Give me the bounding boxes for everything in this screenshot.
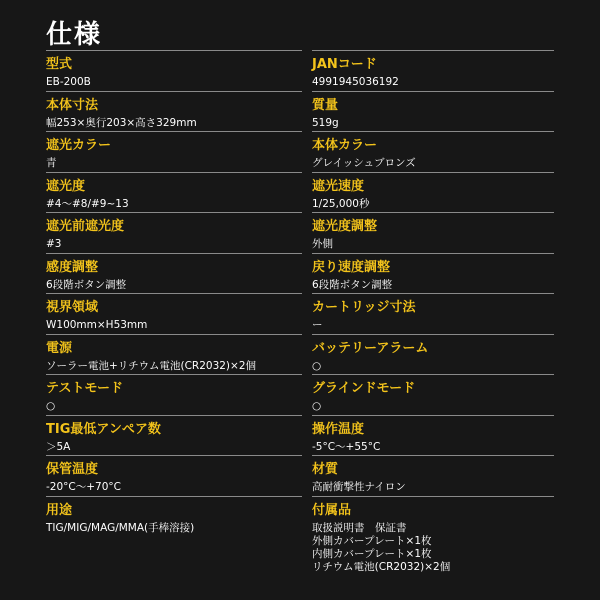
spec-value: -5°C〜+55°C: [312, 440, 381, 453]
spec-label: 保管温度: [46, 462, 99, 477]
spec-label: 電源: [46, 340, 73, 356]
spec-cell-power: [46, 334, 302, 375]
spec-value: #3: [46, 238, 62, 250]
spec-cell-shade-color: [46, 131, 302, 172]
spec-cell-grind-mode: [312, 374, 554, 415]
spec-cell-shade-level: [46, 172, 302, 213]
spec-label: 本体カラー: [312, 138, 378, 153]
spec-label: 質量: [312, 97, 339, 113]
spec-value: ー: [312, 319, 323, 331]
spec-label: 型式: [46, 57, 73, 72]
spec-value: 4991945036192: [312, 76, 399, 88]
spec-label: 戻り速度調整: [312, 259, 391, 275]
spec-cell-sensitivity: [46, 253, 302, 294]
spec-label: 遮光度調整: [312, 219, 378, 234]
page-title: 仕様: [46, 20, 103, 50]
accessory-item: 外側カバープレート×1枚: [312, 534, 432, 547]
spec-value-multiline: [312, 522, 554, 574]
spec-cell-body-color: [312, 131, 554, 172]
spec-value: 外側: [312, 238, 333, 250]
spec-cell-usage: [46, 496, 302, 586]
spec-label: 用途: [46, 502, 73, 518]
spec-label: JANコード: [312, 57, 377, 72]
spec-value: 519g: [312, 116, 339, 129]
spec-label: バッテリーアラーム: [312, 340, 429, 356]
spec-value: #4〜#8/#9~13: [46, 197, 129, 210]
spec-cell-switching-speed: [312, 172, 554, 213]
spec-value: 6段階ボタン調整: [312, 278, 393, 291]
spec-value: ○: [312, 400, 322, 412]
spec-label: 遮光速度: [312, 178, 365, 194]
spec-value: TIG/MIG/MAG/MMA(手棒溶接): [46, 521, 195, 534]
spec-label: 遮光カラー: [46, 138, 112, 153]
spec-value: 6段階ボタン調整: [46, 278, 127, 291]
spec-label: 視界領域: [46, 300, 99, 315]
spec-cell-battery-alarm: [312, 334, 554, 375]
spec-value: ○: [312, 359, 322, 372]
spec-cell-light-state-shade: [46, 212, 302, 253]
spec-label: 本体寸法: [46, 97, 99, 113]
spec-label: グラインドモード: [312, 381, 416, 396]
spec-cell-shade-adjust: [312, 212, 554, 253]
spec-label: 付属品: [312, 502, 352, 518]
spec-value: 1/25,000秒: [312, 197, 370, 210]
accessory-item: 内側カバープレート×1枚: [312, 547, 432, 560]
accessory-item: リチウム電池(CR2032)×2個: [312, 560, 451, 573]
spec-value: 高耐衝撃性ナイロン: [312, 481, 406, 493]
spec-cell-test-mode: [46, 374, 302, 415]
spec-value: EB-200B: [46, 76, 91, 88]
spec-value: 幅253×奥行203×高さ329mm: [46, 116, 197, 129]
spec-cell-weight: [312, 91, 554, 132]
spec-column-right: [312, 50, 554, 586]
spec-label: カートリッジ寸法: [312, 300, 416, 315]
spec-cell-tig-min-amp: [46, 415, 302, 456]
spec-value: -20°C〜+70°C: [46, 481, 121, 493]
spec-value: ＞5A: [46, 440, 71, 453]
spec-cell-storage-temp: [46, 455, 302, 496]
accessory-item: 取扱説明書 保証書: [312, 521, 407, 534]
spec-value: W100mm×H53mm: [46, 319, 148, 331]
spec-value: 青: [46, 157, 57, 169]
spec-label: 感度調整: [46, 259, 99, 275]
spec-cell-jan-code: [312, 50, 554, 91]
spec-value: ○: [46, 400, 56, 412]
spec-cell-cartridge-size: [312, 293, 554, 334]
spec-cell-view-area: [46, 293, 302, 334]
spec-cell-delay-adjust: [312, 253, 554, 294]
spec-cell-operating-temp: [312, 415, 554, 456]
spec-column-left: [46, 50, 302, 586]
spec-value: グレイッシュブロンズ: [312, 157, 416, 169]
spec-label: TIG最低アンペア数: [46, 421, 161, 437]
spec-cell-accessories: [312, 496, 554, 586]
spec-label: 材質: [312, 462, 339, 477]
spec-cell-material: [312, 455, 554, 496]
spec-cell-body-dimensions: [46, 91, 302, 132]
spec-value: ソーラー電池+リチウム電池(CR2032)×2個: [46, 359, 257, 372]
spec-label: テストモード: [46, 381, 123, 396]
spec-label: 操作温度: [312, 421, 365, 437]
spec-label: 遮光度: [46, 178, 86, 194]
spec-cell-model: [46, 50, 302, 91]
spec-label: 遮光前遮光度: [46, 219, 125, 234]
